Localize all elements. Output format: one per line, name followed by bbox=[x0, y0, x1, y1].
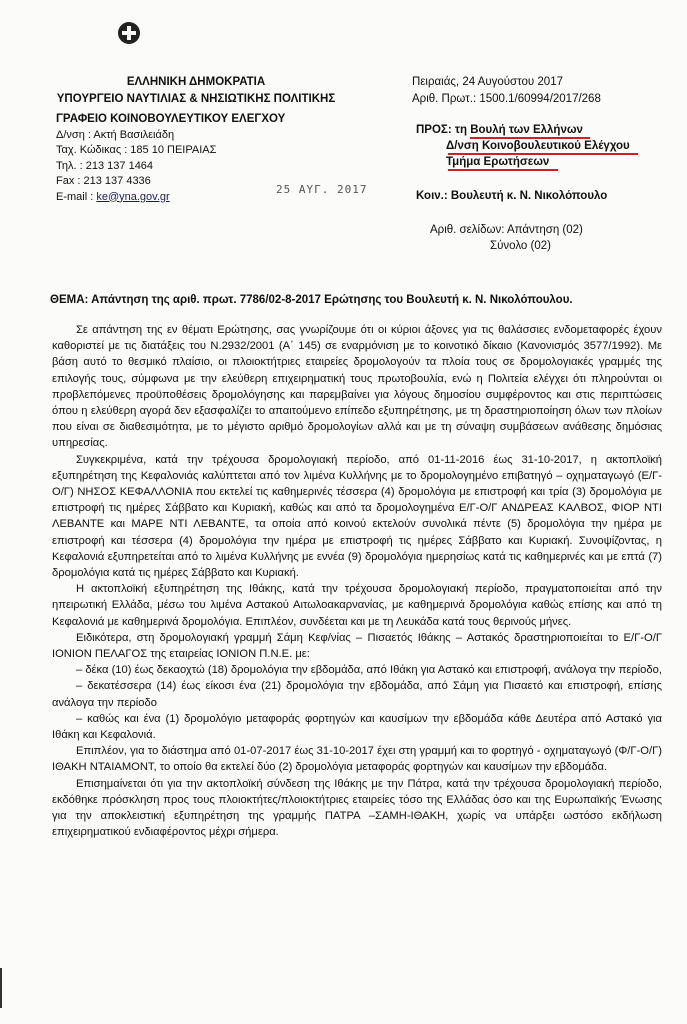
date-protocol-block bbox=[412, 74, 601, 108]
recipient-block bbox=[416, 122, 630, 170]
phone-line: Τηλ. : 213 137 1464 bbox=[56, 159, 154, 172]
list-item-3: – καθώς και ένα (1) δρομολόγιο μεταφοράς φορτηγών και καυσίμων την εβδομάδα κάθε Δευτέρα από Αστακό για Ιθάκη και Κεφαλονιά. bbox=[52, 712, 662, 742]
fax-line: Fax : 213 137 4336 bbox=[56, 175, 151, 187]
paragraph-3: Η ακτοπλοϊκή εξυπηρέτηση της Ιθάκης, κατά την τρέχουσα δρομολογιακή περίοδο, πραγματοποιείται από την ηπειρωτική Ελλάδα, μέσω του λιμένα Αστακού Αιτωλοακαρνανίας, με καθημερινά δρομολόγια καθώς επίσης και από τη Κεφαλονιά με καθημερινά δρομολόγια. Επιπλέον, συνδέεται και με τη Λευκάδα κατά τους θερινούς μήνες. bbox=[52, 583, 662, 628]
subject-line: ΘΕΜΑ: Απάντηση της αριθ. πρωτ. 7786/02-8-2017 Ερώτησης του Βουλευτή κ. Ν. Νικολόπουλου. bbox=[50, 294, 573, 306]
koin-line: Κοιν.: Βουλευτή κ. Ν. Νικολόπουλο bbox=[416, 190, 608, 202]
red-underline-3 bbox=[448, 169, 558, 171]
paragraph-6: Επισημαίνεται ότι για την ακτοπλοϊκή σύνδεση της Ιθάκης με την Πάτρα, κατά την τρέχουσα δρομολογιακή περίοδο, εκδόθηκε πρόσκληση προς τους πλοιοκτήτες/πλοιοκτήτριες εταιρείες τόσο της Ελλάδας όσο και της Ευρωπαϊκής Ένωσης για την αποκλειστική εξυπηρέτηση της γραμμής ΠΑΤΡΑ –ΣΑΜΗ-ΙΘΑΚΗ, χωρίς να υπάρξει ωστόσο εκδήλωση επιχειρηματικού ενδιαφέροντος μέχρι σήμερα. bbox=[52, 777, 662, 839]
paragraph-1: Σε απάντηση της εν θέματι Ερώτησης, σας γνωρίζουμε ότι οι κύριοι άξονες για τις θαλάσσιες ενδομεταφορές έχουν καθοριστεί με τις διατάξεις του Ν.2932/2001 (Α΄ 145) σε εναρμόνιση με το κοινοτικό δίκαιο (Κανονισμός 3577/1992). Με βάση αυτό το θεσμικό πλαίσιο, οι πλοιοκτήτριες εταιρείες δρομολογούν τα πλοία τους σε δρομολογιακές γραμμές της επιλογής τους, σύμφωνα με την ελεύθερη επιχειρηματική τους πρωτοβουλία, ενώ η Πολιτεία ελέγχει ότι πληρούνται οι προβλεπόμενες προϋποθέσεις δρομολόγησης και παρεμβαίνει για λόγους δημοσίου συμφέροντος και στις περιπτώσεις όπου η ελεύθερη αγορά δεν εξασφαλίζει το απαιτούμενο επίπεδο εξυπηρέτησης, με τη δραστηριοποίηση όλων των πλοίων που είναι σε διαθεσιμότητα, με το μέγιστο αριθμό δρομολογίων αλλά και με τη σύναψη συμβάσεων ανάθεσης δημόσιας υπηρεσίας. bbox=[52, 324, 662, 450]
page-count-block bbox=[430, 222, 583, 254]
page-count-answer: Αριθ. σελίδων: Απάντηση (02) bbox=[430, 224, 583, 236]
republic-title: ΕΛΛΗΝΙΚΗ ΔΗΜΟΚΡΑΤΙΑ bbox=[126, 76, 266, 88]
recipient-line-3: Τμήμα Ερωτήσεων bbox=[446, 156, 550, 168]
director-line: Δ/νση : Ακτή Βασιλειάδη bbox=[56, 128, 175, 141]
list-item-2: – δεκατέσσερα (14) έως είκοσι ένα (21) δρομολόγια την εβδομάδα, από Σάμη για Πισαετό και επιστροφή, επίσης ανάλογα την περίοδο bbox=[52, 680, 662, 709]
place-date: Πειραιάς, 24 Αυγούστου 2017 bbox=[412, 76, 563, 88]
email-line: E-mail : ke@yna.gov.gr bbox=[56, 190, 170, 203]
recipient-line-1: ΠΡΟΣ: τη Βουλή των Ελλήνων bbox=[416, 124, 583, 136]
paragraph-4: Ειδικότερα, στη δρομολογιακή γραμμή Σάμη Κεφ/νίας – Πισαετός Ιθάκης – Αστακός δραστηριοποιείται το Ε/Γ-Ο/Γ ΙΟΝΙΟΝ ΠΕΛΑΓΟΣ της εταιρείας ΙΟΝΙΟΝ Π.Ν.Ε. με: bbox=[52, 631, 662, 661]
red-underline-2 bbox=[448, 153, 638, 155]
margin-mark bbox=[0, 968, 2, 1008]
letter-body bbox=[52, 322, 662, 841]
red-underline-1 bbox=[470, 137, 590, 139]
paragraph-2: Συγκεκριμένα, κατά την τρέχουσα δρομολογιακή περίοδο, από 01-11-2016 έως 31-10-2017, η ακτοπλοϊκή εξυπηρέτηση της Κεφαλονιάς καλύπτεται από τον λιμένα Κυλλήνης με το δρομολογημένο επιβατηγό – οχηματαγωγό (Ε/Γ-Ο/Γ) ΝΗΣΟΣ ΚΕΦΑΛΛΟΝΙΑ που εκτελεί τις καθημερινές τέσσερα (4) δρομολόγια με επιστροφή και τρία (3) δρομολόγια με επιστροφή τις ημέρες Σάββατο και Κυριακή, καθώς και από τα δρομολογημένα Ε/Γ-Ο/Γ ΑΝΔΡΕΑΣ ΚΑΛΒΟΣ, ΦΙΟΡ ΝΤΙ ΛΕΒΑΝΤΕ και ΜΑΡΕ ΝΤΙ ΛΕΒΑΝΤΕ, τα οποία από κοινού εκτελούν συνολικά πέντε (5) δρομολόγια την ημέρα με επιστροφή και τέσσερα (4) δρομολόγια την ημέρα με επιστροφή τις ημέρες Σάββατο και Κυριακή. Συνοψίζοντας, η Κεφαλονιά εξυπηρετείται από το λιμένα Κυλλήνης με εννέα (9) δρομολόγια ημερησίως κατά τις καθημερινές και με επτά (7) δρομολόγια κατά τις ημέρες Σάββατο και Κυριακή. bbox=[52, 453, 662, 580]
recipient-line-2: Δ/νση Κοινοβουλευτικού Ελέγχου bbox=[446, 140, 630, 152]
postal-line: Ταχ. Κώδικας : 185 10 ΠΕΙΡΑΙΑΣ bbox=[56, 144, 217, 156]
office-title: ΓΡΑΦΕΙΟ ΚΟΙΝΟΒΟΥΛΕΥΤΙΚΟΥ ΕΛΕΓΧΟΥ bbox=[56, 113, 286, 125]
paragraph-5: Επιπλέον, για το διάστημα από 01-07-2017 έως 31-10-2017 έχει στη γραμμή και το φορτηγό - οχηματαγωγό (Φ/Γ-Ο/Γ) ΙΘΑΚΗ ΝΤΑΙΑΜΟΝΤ, το οποίο θα εκτελεί δύο (2) δρομολόγια μεταφοράς φορτηγών και καυσίμων την εβδομάδα. bbox=[52, 745, 662, 774]
greek-emblem-icon bbox=[118, 22, 140, 44]
email-link[interactable]: ke@yna.gov.gr bbox=[96, 190, 170, 203]
page-count-total: Σύνολο (02) bbox=[490, 240, 551, 252]
received-stamp: 25 ΑΥΓ. 2017 bbox=[276, 183, 368, 196]
ministry-title: ΥΠΟΥΡΓΕΙΟ ΝΑΥΤΙΛΙΑΣ & ΝΗΣΙΩΤΙΚΗΣ ΠΟΛΙΤΙΚΗΣ bbox=[56, 92, 336, 105]
list-item-1: – δέκα (10) έως δεκαοχτώ (18) δρομολόγια την εβδομάδα, από Ιθάκη για Αστακό και επιστροφή, ανάλογα την περίοδο, bbox=[76, 664, 662, 677]
protocol-number: Αριθ. Πρωτ.: 1500.1/60994/2017/268 bbox=[412, 93, 601, 105]
